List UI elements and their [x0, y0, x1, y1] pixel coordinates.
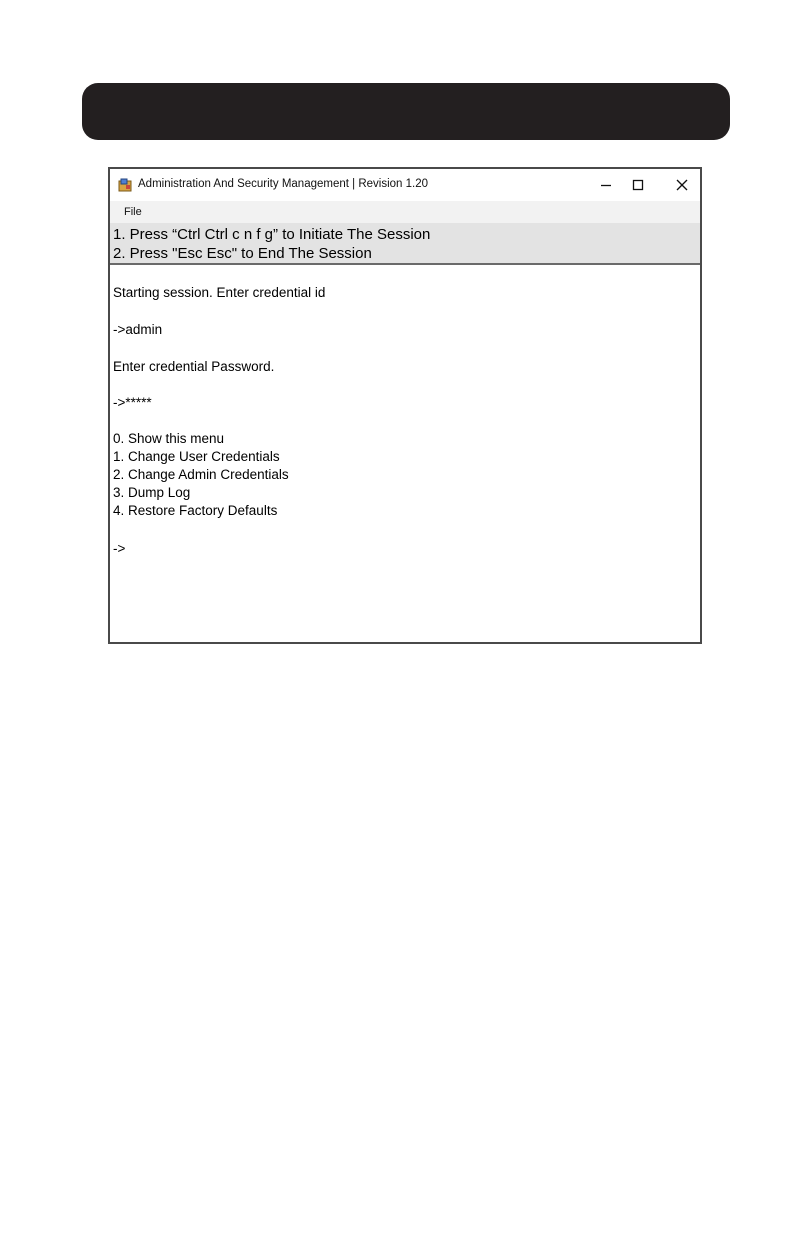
instruction-start-session: 1. Press “Ctrl Ctrl c n f g” to Initiate The Session: [113, 226, 431, 243]
menu-option: 1. Change User Credentials: [113, 449, 280, 464]
console-prompt[interactable]: ->: [113, 541, 126, 556]
app-window-icon: [118, 178, 132, 192]
console-output[interactable]: [110, 265, 700, 642]
menu-file[interactable]: File: [124, 206, 142, 218]
console-line: Starting session. Enter credential id: [113, 285, 326, 300]
maximize-button[interactable]: [618, 173, 658, 197]
console-line: Enter credential Password.: [113, 359, 275, 374]
close-button[interactable]: [662, 173, 702, 197]
maximize-icon: [632, 179, 644, 191]
console-line: ->*****: [113, 395, 152, 410]
menu-option: 0. Show this menu: [113, 431, 225, 446]
menu-option: 4. Restore Factory Defaults: [113, 503, 278, 518]
menu-option: 3. Dump Log: [113, 485, 191, 500]
menu-bar: [110, 201, 700, 223]
minimize-icon: [600, 179, 612, 191]
console-line: ->admin: [113, 322, 163, 337]
menu-option: 2. Change Admin Credentials: [113, 467, 289, 482]
close-icon: [676, 179, 688, 191]
title-bar[interactable]: [110, 169, 700, 201]
instructions-panel: [110, 223, 700, 265]
app-window: [108, 167, 702, 644]
instruction-end-session: 2. Press "Esc Esc" to End The Session: [113, 245, 372, 262]
window-title: Administration And Security Management | Revision 1.20: [138, 178, 428, 190]
header-bar: [82, 83, 730, 140]
